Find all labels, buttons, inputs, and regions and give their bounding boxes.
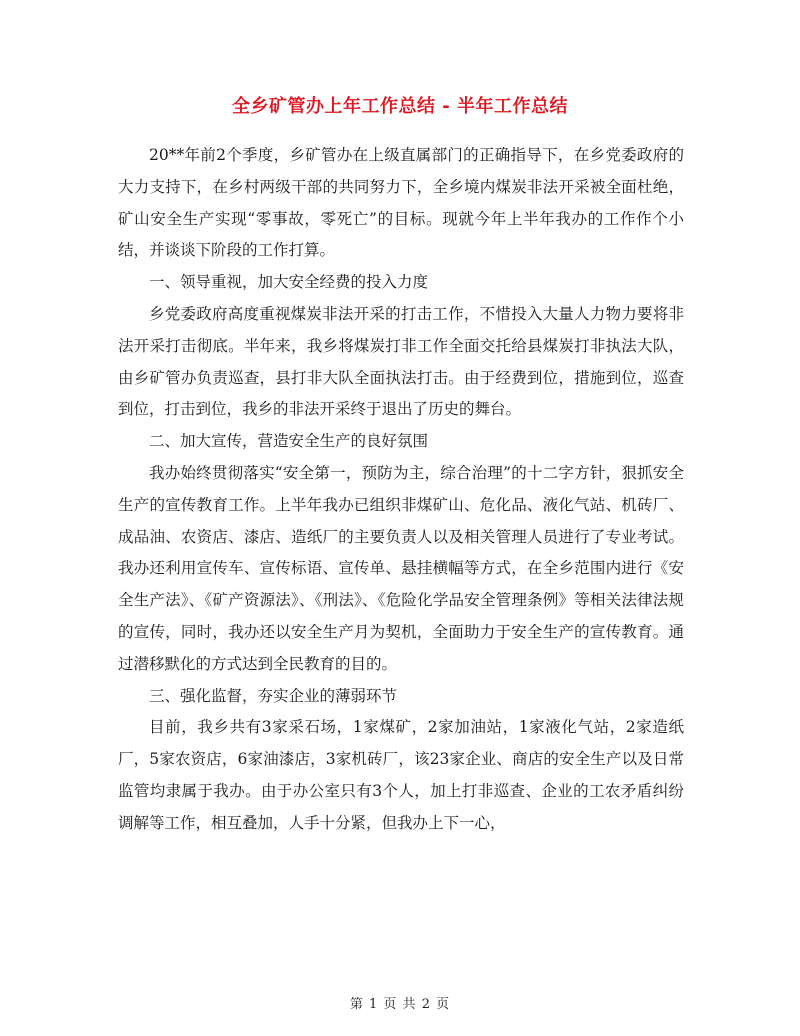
section-heading-2: 二、加大宣传，营造安全生产的良好氛围 xyxy=(149,432,429,451)
paragraph-section-3: 目前，我乡共有3家采石场，1家煤矿，2家加油站，1家液化气站，2家造纸厂，5家农资店，6家油漆店，3家机砖厂，该23家企业、商店的安全生产以及日常监管均隶属于我办。由于办公室只有3个人，加上打非巡查、企业的工农矛盾纠纷调解等工作，相互叠加，人手十分紧，但我办上下一心， xyxy=(118,718,684,832)
paragraph-section-1: 乡党委政府高度重视煤炭非法开采的打击工作，不惜投入大量人力物力要将非法开采打击彻底。半年来，我乡将煤炭打非工作全面交托给县煤炭打非执法大队，由乡矿管办负责巡查，县打非大队全面执法打击。由于经费到位，措施到位，巡查到位，打击到位，我乡的非法开采终于退出了历史的舞台。 xyxy=(118,304,684,419)
page-number-footer: 第 1 页 共 2 页 xyxy=(349,997,451,1012)
document-body xyxy=(118,140,684,840)
paragraph-intro: 20**年前2个季度，乡矿管办在上级直属部门的正确指导下，在乡党委政府的大力支持下，在乡村两级干部的共同努力下，全乡境内煤炭非法开采被全面杜绝，矿山安全生产实现“零事故，零死亡”的目标。现就今年上半年我办的工作作个小结，并谈谈下阶段的工作打算。 xyxy=(118,146,684,260)
paragraph-section-2: 我办始终贯彻落实“安全第一，预防为主，综合治理”的十二字方针，狠抓安全生产的宣传教育工作。上半年我办已组织非煤矿山、危化品、液化气站、机砖厂、成品油、农资店、漆店、造纸厂的主要负责人以及相关管理人员进行了专业考试。我办还利用宣传车、宣传标语、宣传单、悬挂横幅等方式，在全乡范围内进行《安全生产法》、《矿产资源法》、《刑法》、《危险化学品安全管理条例》等相关法律法规的宣传，同时，我办还以安全生产月为契机，全面助力于安全生产的宣传教育。通过潜移默化的方式达到全民教育的目的。 xyxy=(118,463,684,673)
section-heading-3: 三、强化监督，夯实企业的薄弱环节 xyxy=(149,686,398,705)
section-heading-1: 一、领导重视，加大安全经费的投入力度 xyxy=(149,273,429,292)
document-title: 全乡矿管办上年工作总结 - 半年工作总结 xyxy=(231,96,568,117)
